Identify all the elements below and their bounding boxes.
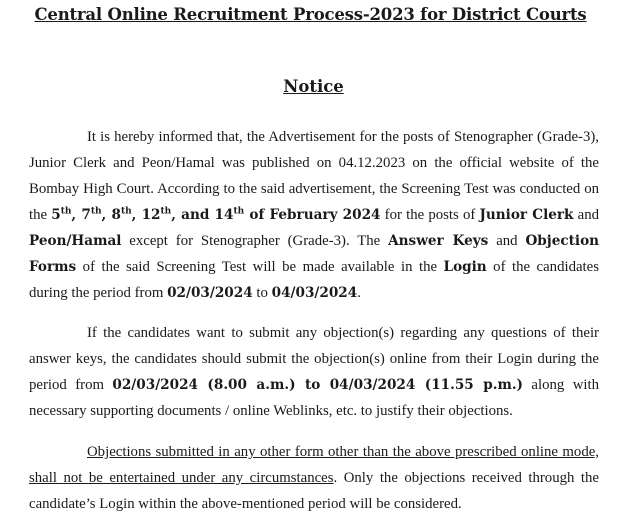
p2-text-2: along with necessary supporting documents / online Weblinks, etc. to justify their objections. [29, 377, 599, 419]
exam-dates: 5th, 7th, 8th, 12th, and 14th of February 2024 [51, 206, 381, 223]
p3-text-1: . Only the objections received through the candidate’s Login within the above-mentioned period will be considered. [29, 470, 599, 512]
login-label: Login [443, 259, 487, 275]
p2-text-1: If the candidates want to submit any objection(s) regarding any questions of their answer keys, the candidates should submit the objection(s) online from their Login during the period from [29, 325, 599, 393]
post-peon-hamal: Peon/Hamal [29, 233, 122, 249]
p1-text-2: for the posts of [380, 207, 480, 223]
document-title: Central Online Recruitment Process-2023 for District Courts [34, 5, 587, 24]
p1-text-1: It is hereby informed that, the Advertisement for the posts of Stenographer (Grade-3), Junior Clerk and Peon/Hamal was published on 04.12.2023 on the official website of the Bombay High Court. According to the said advertisement, the Screening Test was conducted on the [29, 129, 599, 223]
period-start-date: 02/03/2024 [167, 285, 253, 301]
paragraph-objection-submission [29, 320, 599, 424]
paragraph-other-modes [29, 439, 599, 517]
post-junior-clerk: Junior Clerk [479, 207, 574, 223]
objection-period: 02/03/2024 (8.00 a.m.) to 04/03/2024 (11.55 p.m.) [112, 377, 523, 393]
paragraph-answer-keys: It is hereby informed that, the Advertisement for the posts of Stenographer (Grade-3), Junior Clerk and Peon/Hamal was published on 04.12.2023 on the official website of the Bombay High Court. According to the said advertisement, the Screening Test was conducted on the 5th, 7th, 8th, 12th, and 14th of February 2024 for the posts of Junior Clerk and Peon/Hamal except for Stenographer (Grade-3). The Answer Keys and Objection Forms of the said Screening Test will be made available in the Login of the candidates during the period from 02/03/2024 to 04/03/2024. [29, 129, 600, 301]
underlined-warning: Objections submitted in any other form other than the above prescribed online mode, shall not be entertained under any circumstances [29, 444, 599, 486]
period-end-date: 04/03/2024 [271, 285, 358, 301]
objection-forms-label: Objection Forms [29, 233, 600, 275]
notice-heading: Notice [283, 77, 344, 96]
answer-keys-label: Answer Keys [388, 233, 489, 249]
